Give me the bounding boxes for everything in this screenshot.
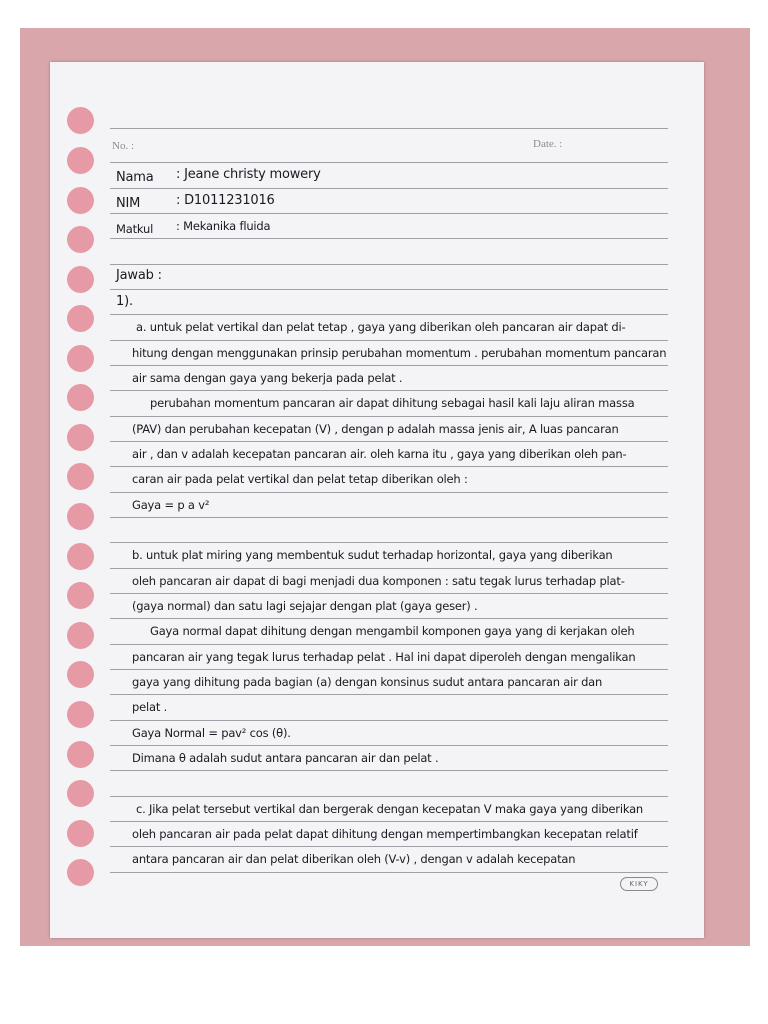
nama-value: : Jeane christy mowery [176,167,321,182]
part-a-line: air , dan v adalah kecepatan pancaran air. oleh karna itu , gaya yang diberikan oleh pan- [132,447,627,461]
binder-hole [67,345,94,372]
ruled-line [110,593,668,594]
part-b-line: pancaran air yang tegak lurus terhadap pelat . Hal ini dapat diperoleh dengan mengalikan [132,650,636,664]
binder-hole [67,463,94,490]
ruled-line [110,441,668,442]
ruled-line [110,492,668,493]
part-c-line: oleh pancaran air pada pelat dapat dihitung dengan mempertimbangkan kecepatan relatif [132,827,638,841]
part-b-line: Dimana θ adalah sudut antara pancaran air dan pelat . [132,751,439,765]
ruled-line [110,188,668,189]
binder-hole [67,305,94,332]
matkul-value: : Mekanika fluida [176,219,271,233]
part-c-line: antara pancaran air dan pelat diberikan oleh (V-v) , dengan v adalah kecepatan [132,852,576,866]
ruled-line [110,669,668,670]
ruled-line [110,720,668,721]
date-label: Date. : [533,138,563,150]
ruled-line [110,238,668,239]
binder-hole [67,226,94,253]
ruled-line [110,466,668,467]
binder-hole [67,266,94,293]
binder-hole [67,107,94,134]
part-a-line: air sama dengan gaya yang bekerja pada pelat . [132,371,403,385]
ruled-line [110,162,668,163]
ruled-line [110,517,668,518]
part-a-line: hitung dengan menggunakan prinsip perubahan momentum . perubahan momentum pancaran [132,346,667,360]
part-c-line: c. Jika pelat tersebut vertikal dan bergerak dengan kecepatan V maka gaya yang diberikan [136,802,644,816]
part-a-line: (PAV) dan perubahan kecepatan (V) , dengan p adalah massa jenis air, A luas pancaran [132,422,619,436]
ruled-line [110,872,668,873]
ruled-line [110,796,668,797]
ruled-line [110,264,668,265]
ruled-line [110,618,668,619]
question-number: 1). [116,294,133,309]
nama-label: Nama [116,170,154,185]
ruled-line [110,289,668,290]
part-b-formula: Gaya Normal = pav² cos (θ). [132,726,291,740]
part-b-line: pelat . [132,700,168,714]
binder-hole [67,622,94,649]
jawab-heading: Jawab : [116,268,162,283]
binder-hole [67,820,94,847]
binder-hole [67,503,94,530]
ruled-line [110,821,668,822]
part-a-line: a. untuk pelat vertikal dan pelat tetap , gaya yang diberikan oleh pancaran air dapat di- [136,320,626,334]
ruled-line [110,213,668,214]
ruled-line [110,568,668,569]
binder-hole [67,701,94,728]
ruled-line [110,340,668,341]
ruled-line [110,745,668,746]
ruled-line [110,416,668,417]
binder-hole [67,741,94,768]
binder-hole [67,661,94,688]
binder-hole [67,187,94,214]
ruled-line [110,770,668,771]
ruled-line [110,390,668,391]
binder-hole [67,543,94,570]
ruled-line [110,128,668,129]
nim-value: : D1011231016 [176,193,275,208]
nim-label: NIM [116,196,141,211]
binder-hole [67,384,94,411]
ruled-line [110,314,668,315]
binder-hole [67,859,94,886]
binder-hole [67,424,94,451]
part-b-line: gaya yang dihitung pada bagian (a) dengan konsinus sudut antara pancaran air dan [132,675,603,689]
binder-hole [67,780,94,807]
ruled-line [110,694,668,695]
ruled-line [110,542,668,543]
part-a-line: caran air pada pelat vertikal dan pelat tetap diberikan oleh : [132,472,468,486]
matkul-label: Matkul [116,222,154,236]
part-a-line: perubahan momentum pancaran air dapat dihitung sebagai hasil kali laju aliran massa [150,396,635,410]
part-b-line: oleh pancaran air dapat di bagi menjadi dua komponen : satu tegak lurus terhadap plat- [132,574,625,588]
ruled-line [110,365,668,366]
ruled-line [110,644,668,645]
ruled-line [110,846,668,847]
part-a-formula: Gaya = p a v² [132,498,210,512]
part-b-line: (gaya normal) dan satu lagi sejajar dengan plat (gaya geser) . [132,599,478,613]
paper-brand-logo: KIKY [620,877,658,891]
part-b-line: Gaya normal dapat dihitung dengan mengambil komponen gaya yang di kerjakan oleh [150,624,635,638]
binder-hole [67,147,94,174]
part-b-line: b. untuk plat miring yang membentuk sudut terhadap horizontal, gaya yang diberikan [132,548,613,562]
no-label: No. : [112,140,134,152]
binder-hole [67,582,94,609]
